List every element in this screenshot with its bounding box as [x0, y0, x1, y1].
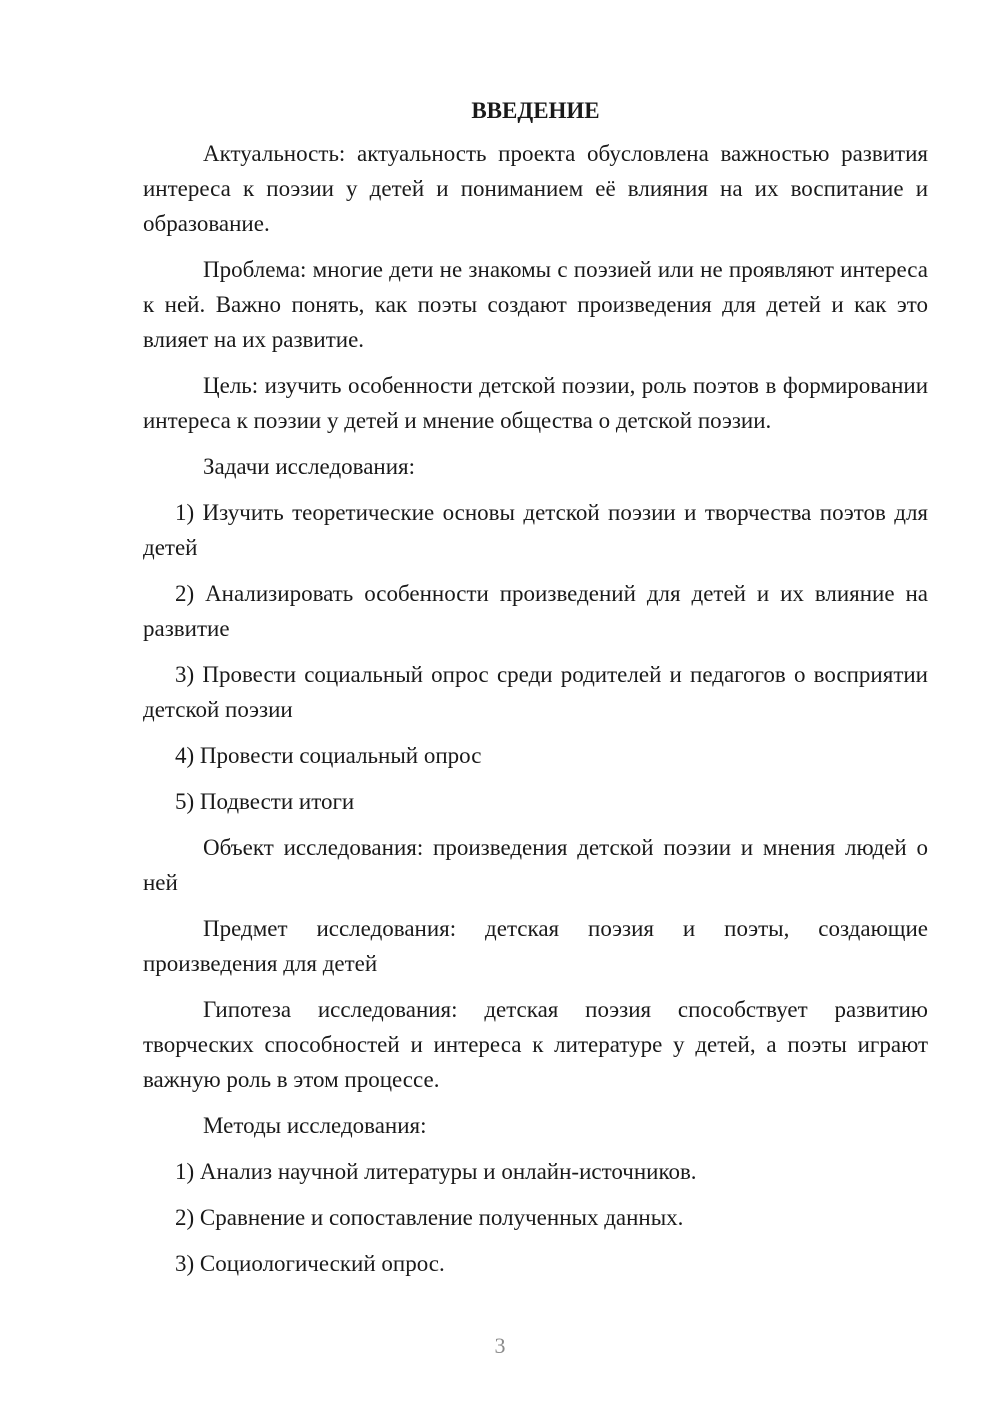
task-item: 4) Провести социальный опрос — [175, 743, 482, 768]
task-item: 2) Анализировать особенности произведений для детей и их влияние на развитие — [143, 581, 928, 641]
task-item: 5) Подвести итоги — [175, 789, 355, 814]
section-title: ВВЕДЕНИЕ — [471, 98, 600, 123]
task-item: 3) Провести социальный опрос среди родителей и педагогов о восприятии детской поэзии — [143, 662, 928, 722]
research-object-paragraph: Объект исследования: произведения детской поэзии и мнения людей о ней — [143, 835, 928, 895]
relevance-paragraph: Актуальность: актуальность проекта обусловлена важностью развития интереса к поэзии у детей и пониманием её влияния на их воспитание и образование. — [143, 141, 928, 236]
research-subject-paragraph: Предмет исследования: детская поэзия и поэты, создающие произведения для детей — [143, 916, 928, 976]
page-number: 3 — [494, 1333, 506, 1358]
method-item: 3) Социологический опрос. — [175, 1251, 445, 1276]
goal-paragraph: Цель: изучить особенности детской поэзии, роль поэтов в формировании интереса к поэзии у детей и мнение общества о детской поэзии. — [143, 373, 928, 433]
hypothesis-paragraph: Гипотеза исследования: детская поэзия способствует развитию творческих способностей и интереса к литературе у детей, а поэты играют важную роль в этом процессе. — [143, 997, 928, 1092]
method-item: 2) Сравнение и сопоставление полученных данных. — [175, 1205, 684, 1230]
problem-paragraph: Проблема: многие дети не знакомы с поэзией или не проявляют интереса к ней. Важно понять, как поэты создают произведения для детей и как это влияет на их развитие. — [143, 257, 928, 352]
task-item: 1) Изучить теоретические основы детской поэзии и творчества поэтов для детей — [143, 500, 928, 560]
document-page — [143, 96, 928, 1292]
tasks-heading: Задачи исследования: — [203, 454, 416, 479]
method-item: 1) Анализ научной литературы и онлайн-источников. — [175, 1159, 697, 1184]
methods-heading: Методы исследования: — [203, 1113, 427, 1138]
